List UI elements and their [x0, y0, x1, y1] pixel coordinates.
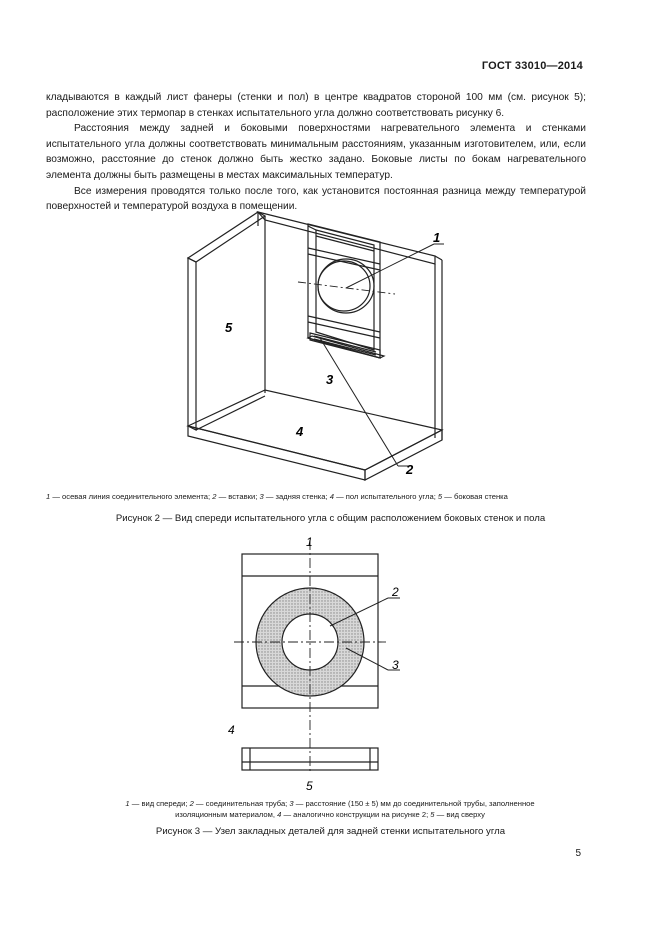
figure-2-legend — [46, 492, 616, 501]
legend-item: 4 — пол испытательного угла; — [329, 492, 438, 501]
floor-side-edge — [365, 430, 442, 480]
side-wall-edge — [188, 258, 196, 430]
legend-item: 1 — осевая линия соединительного элемента; — [46, 492, 213, 501]
legend-item: 2 — вставки; — [212, 492, 260, 501]
figure-2-caption: Рисунок 2 — Вид спереди испытательного угла с общим расположением боковых стенок и пола — [115, 513, 546, 524]
document-header: ГОСТ 33010—2014 — [481, 60, 583, 72]
paragraph-2: Расстояния между задней и боковыми поверхностями нагревательного элемента и стенками испытательного угла должны соответствовать минимальным расстояниям, указанным изготовителем, или, если возможно, расстояние до стенок должно быть жестко задано. Боковые листы по бокам нагревательного элемента должны быть размещены в местах максимальных температур. — [46, 123, 586, 181]
fig3-label-3: 3 — [392, 658, 399, 672]
legend-line-1: 1 — вид спереди; 2 — соединительная труба; 3 — расстояние (150 ± 5) мм до соединительной трубы, заполненное — [125, 799, 535, 808]
fig2-label-1: 1 — [433, 230, 441, 245]
legend-item: 5 — боковая стенка — [437, 492, 508, 501]
legend-item: 3 — задняя стенка; — [259, 492, 330, 501]
fig2-label-2: 2 — [406, 462, 414, 477]
leader-2 — [320, 338, 398, 466]
figure-3-drawing — [228, 534, 418, 794]
side-wall-top — [188, 212, 265, 262]
fig3-label-5: 5 — [306, 779, 313, 793]
paragraph-1: кладываются в каждый лист фанеры (стенки и пол) в центре квадратов стороной 100 мм (см. рисунок 5); расположение этих термопар в стенках испытательного угла должно соответствовать рисунку 6. — [46, 92, 586, 119]
fig2-label-5: 5 — [225, 320, 233, 335]
body-text — [46, 90, 586, 215]
legend-line-2: изоляционным материалом, 4 — аналогично конструкции на рисунке 2; 5 — вид сверху — [175, 810, 485, 819]
page-number: 5 — [575, 848, 581, 859]
figure-2-drawing — [180, 208, 450, 488]
fig2-label-4: 4 — [296, 424, 304, 439]
figure-3-caption: Рисунок 3 — Узел закладных деталей для задней стенки испытательного угла — [155, 826, 506, 837]
paragraph-3: Все измерения проводятся только после того, как установится постоянная разница между температурой поверхностей и температурой воздуха в помещении. — [46, 185, 586, 213]
fig3-label-4: 4 — [228, 723, 235, 737]
figure-3-legend — [60, 798, 600, 820]
fig2-label-3: 3 — [326, 372, 334, 387]
fig3-label-2: 2 — [392, 585, 399, 599]
fig3-label-1: 1 — [306, 535, 313, 549]
floor-front-edge — [188, 426, 365, 480]
